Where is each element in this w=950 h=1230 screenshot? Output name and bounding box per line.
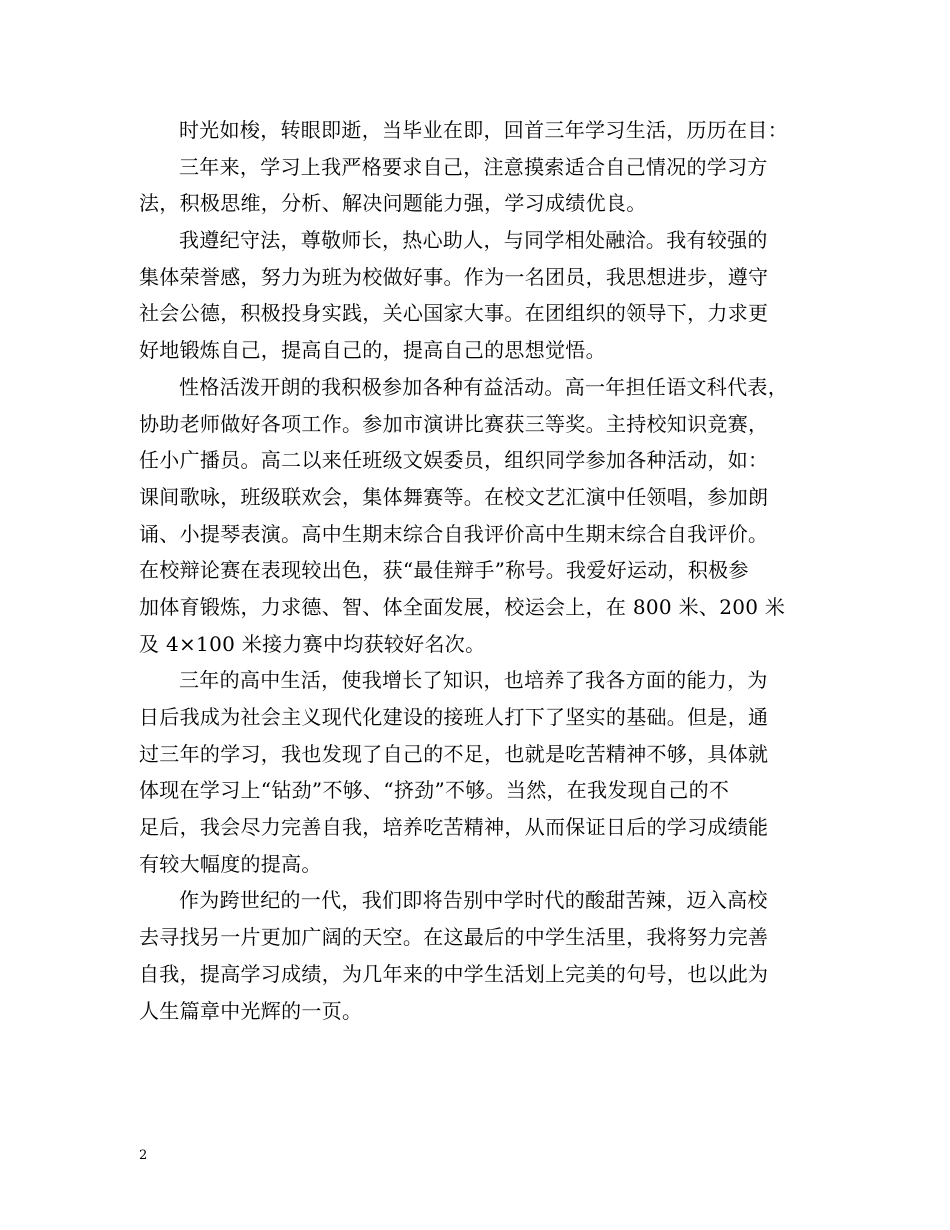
text-line: 好地锻炼自己，提高自己的，提高自己的思想觉悟。: [139, 338, 606, 363]
text-line: 集体荣誉感，努力为班为校做好事。作为一名团员，我思想进步，遵守: [139, 264, 769, 289]
text-line: 协助老师做好各项工作。参加市演讲比赛获三等奖。主持校知识竞赛，: [139, 411, 769, 436]
text-line: 人生篇章中光辉的一页。: [139, 998, 363, 1023]
text-line: 时光如梭，转眼即逝，当毕业在即，回首三年学习生活，历历在目：: [179, 118, 788, 142]
text-line: 法，积极思维，分析、解决问题能力强，学习成绩优良。: [139, 191, 647, 216]
text-line: 社会公德，积极投身实践，关心国家大事。在团组织的领导下，力求更: [139, 301, 769, 326]
text-line: 我遵纪守法，尊敬师长，热心助人，与同学相处融洽。我有较强的: [179, 228, 768, 253]
document-body: [139, 112, 831, 1029]
text-line: 体现在学习上“钻劲”不够、“挤劲”不够。当然，在我发现自己的不: [139, 778, 730, 803]
text-line: 加体育锻炼，力求德、智、体全面发展，校运会上，在 800 米、200 米: [139, 594, 786, 619]
text-line: 自我，提高学习成绩，为几年来的中学生活划上完美的句号，也以此为: [139, 961, 769, 986]
text-line: 过三年的学习，我也发现了自己的不足，也就是吃苦精神不够，具体就: [139, 741, 769, 766]
text-line: 在校辩论赛在表现较出色，获“最佳辩手”称号。我爱好运动，积极参: [139, 558, 749, 583]
text-line: 去寻找另一片更加广阔的天空。在这最后的中学生活里，我将努力完善: [139, 925, 769, 950]
text-line: 任小广播员。高二以来任班级文娱委员，组织同学参加各种活动，如：: [139, 448, 769, 473]
text-line: 性格活泼开朗的我积极参加各种有益活动。高一年担任语文科代表，: [179, 374, 788, 399]
text-line: 三年来，学习上我严格要求自己，注意摸索适合自己情况的学习方: [179, 154, 768, 179]
text-line: 诵、小提琴表演。高中生期末综合自我评价高中生期末综合自我评价。: [139, 521, 769, 546]
text-line: 及 4×100 米接力赛中均获较好名次。: [139, 631, 486, 656]
text-line: 足后，我会尽力完善自我，培养吃苦精神，从而保证日后的学习成绩能: [139, 815, 769, 840]
text-line: 课间歌咏，班级联欢会，集体舞赛等。在校文艺汇演中任领唱，参加朗: [139, 484, 769, 509]
text-line: 有较大幅度的提高。: [139, 851, 322, 876]
page-number: 2: [139, 1148, 148, 1163]
text-line: 三年的高中生活，使我增长了知识，也培养了我各方面的能力，为: [179, 668, 768, 693]
text-line: 作为跨世纪的一代，我们即将告别中学时代的酸甜苦辣，迈入高校: [179, 888, 768, 913]
text-line: 日后我成为社会主义现代化建设的接班人打下了坚实的基础。但是，通: [139, 705, 769, 729]
